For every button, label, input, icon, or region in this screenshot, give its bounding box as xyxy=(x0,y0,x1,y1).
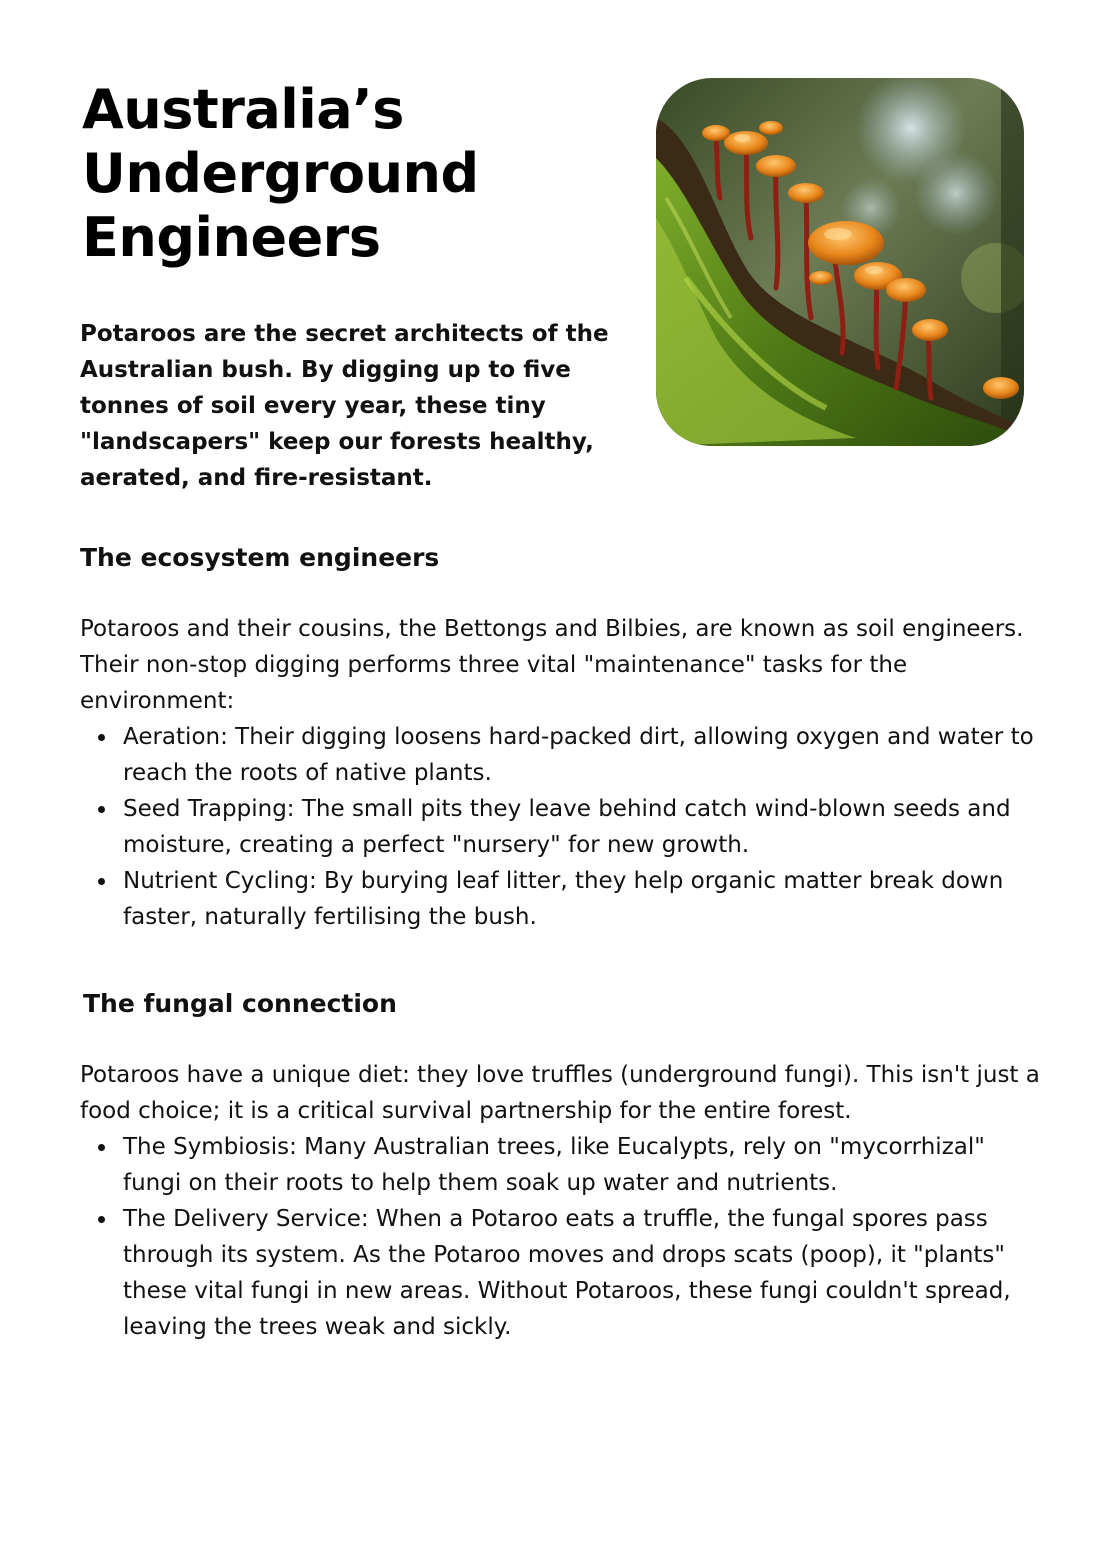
title-line-1: Australia’s xyxy=(82,78,404,141)
intro-paragraph: Potaroos are the secret architects of the Australian bush. By digging up to five tonnes of soil every year, these tiny "landscapers" keep our forests healthy, aerated, and fire-resistant. xyxy=(80,321,609,491)
fungal-point-list xyxy=(80,1129,1040,1345)
section-heading-fungal: The fungal connection xyxy=(83,989,397,1018)
page-title xyxy=(82,78,602,270)
list-item: Seed Trapping: The small pits they leave behind catch wind-blown seeds and moisture, creating a perfect "nursery" for new growth. xyxy=(80,791,1040,863)
section-heading-ecosystem: The ecosystem engineers xyxy=(80,543,440,572)
list-item: The Symbiosis: Many Australian trees, like Eucalypts, rely on "mycorrhizal" fungi on their roots to help them soak up water and nutrients. xyxy=(80,1129,1040,1201)
list-item: Nutrient Cycling: By burying leaf litter, they help organic matter break down faster, naturally fertilising the bush. xyxy=(80,863,1040,935)
list-item: Aeration: Their digging loosens hard-packed dirt, allowing oxygen and water to reach the roots of native plants. xyxy=(80,719,1040,791)
ecosystem-task-list xyxy=(80,719,1040,935)
list-item: The Delivery Service: When a Potaroo eats a truffle, the fungal spores pass through its system. As the Potaroo moves and drops scats (poop), it "plants" these vital fungi in new areas. Without Potaroos, these fungi couldn't spread, leaving the trees weak and sickly. xyxy=(80,1201,1040,1345)
section-paragraph-fungal: Potaroos have a unique diet: they love truffles (underground fungi). This isn't just a food choice; it is a critical survival partnership for the entire forest. xyxy=(80,1062,1040,1124)
mushroom-illustration xyxy=(656,78,1024,446)
title-line-3: Engineers xyxy=(82,206,381,269)
mushroom-photo xyxy=(656,78,1024,446)
section-paragraph-ecosystem: Potaroos and their cousins, the Bettongs and Bilbies, are known as soil engineers. Their non-stop digging performs three vital "maintenance" tasks for the environment: xyxy=(80,616,1024,714)
title-line-2: Underground xyxy=(82,142,479,205)
